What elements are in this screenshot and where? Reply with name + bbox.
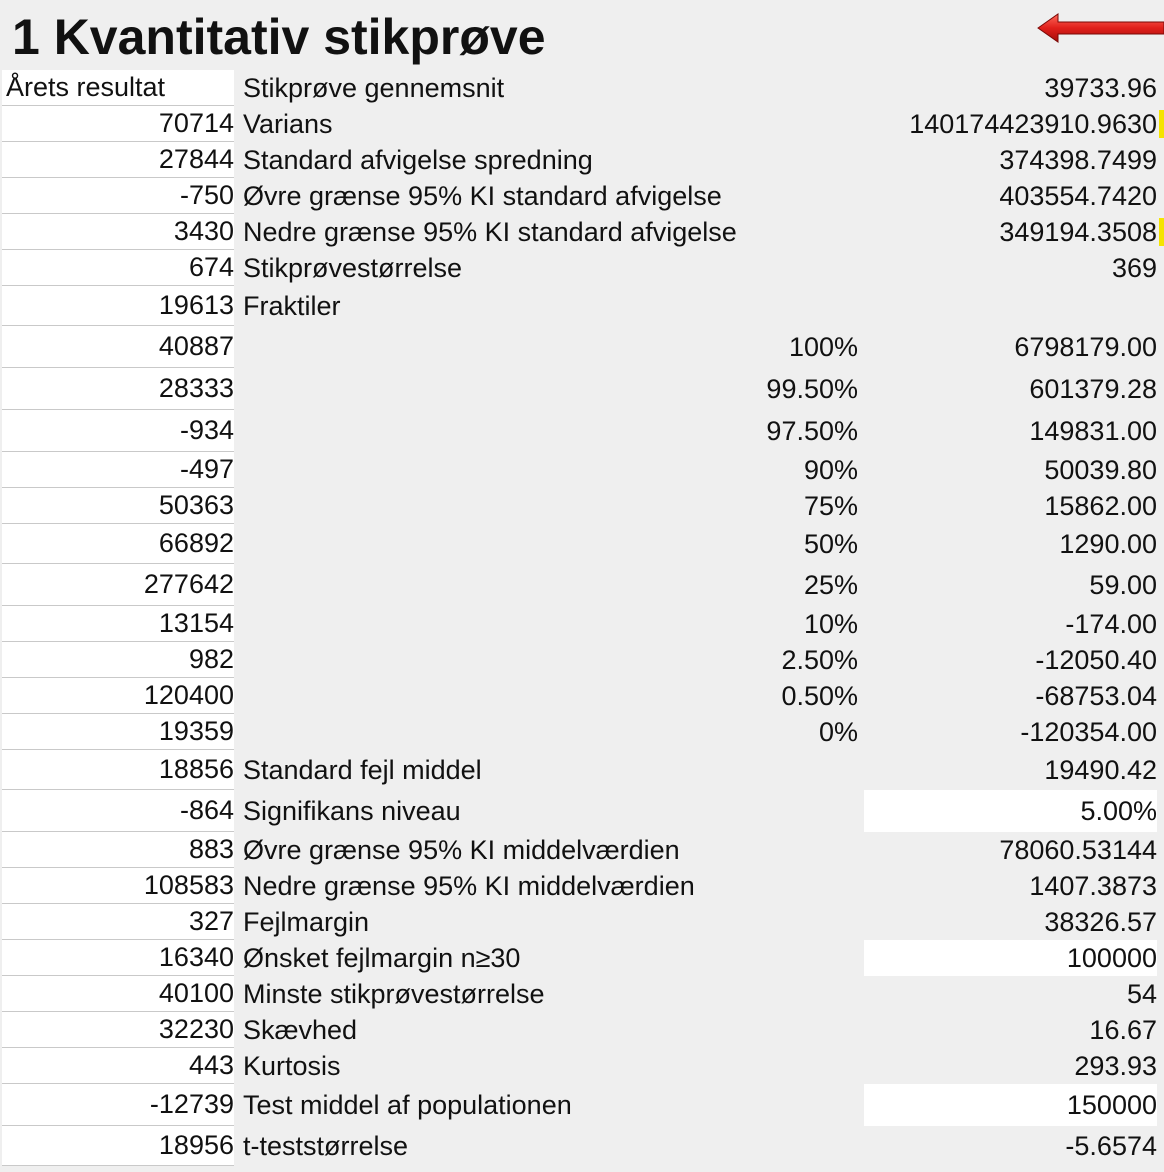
result-cell: 50039.80	[1044, 454, 1157, 485]
result-cell: 78060.53144	[999, 834, 1157, 865]
input-cell[interactable]: 5.00%	[864, 790, 1157, 832]
table-row	[0, 326, 1164, 368]
stat-label: Standard fejl middel	[243, 754, 482, 785]
result-cell: 39733.96	[1044, 72, 1157, 103]
value-cell[interactable]: 883	[2, 832, 234, 868]
table-row	[0, 790, 1164, 832]
sheet-title: 1 Kvantitativ stikprøve	[12, 9, 546, 65]
result-cell: 1290.00	[1059, 528, 1157, 559]
percentile-label: 0.50%	[781, 680, 858, 711]
table-row	[0, 286, 1164, 326]
table-row	[0, 410, 1164, 452]
result-cell: 293.93	[1074, 1050, 1157, 1081]
table-row	[0, 832, 1164, 868]
result-cell: -174.00	[1065, 608, 1157, 639]
table-row	[0, 564, 1164, 606]
table-row	[0, 178, 1164, 214]
value-cell[interactable]: 327	[2, 904, 234, 940]
result-cell: 601379.28	[1029, 373, 1157, 404]
table-row	[0, 606, 1164, 642]
table-row	[0, 1048, 1164, 1084]
stat-label: Signifikans niveau	[243, 795, 461, 826]
value-cell[interactable]: -934	[2, 410, 234, 452]
stat-label: Stikprøve gennemsnit	[243, 72, 505, 103]
table-row	[0, 1012, 1164, 1048]
percentile-label: 2.50%	[781, 644, 858, 675]
stat-label: Øvre grænse 95% KI standard afvigelse	[243, 180, 722, 211]
table-row	[0, 524, 1164, 564]
highlight-marker	[1159, 218, 1164, 246]
table-row	[0, 106, 1164, 142]
percentile-label: 0%	[818, 716, 858, 747]
table-row	[0, 1084, 1164, 1126]
result-cell: 369	[1111, 252, 1157, 283]
table-row	[0, 368, 1164, 410]
table-row	[0, 868, 1164, 904]
result-cell: 38326.57	[1044, 906, 1157, 937]
result-cell: -120354.00	[1020, 716, 1157, 747]
percentile-label: 75%	[803, 490, 858, 521]
value-cell[interactable]: 66892	[2, 524, 234, 564]
percentile-label: 90%	[803, 454, 858, 485]
percentile-label: 10%	[803, 608, 858, 639]
value-cell[interactable]: 32230	[2, 1012, 234, 1048]
value-cell[interactable]: 50363	[2, 488, 234, 524]
value-cell[interactable]: 19359	[2, 714, 234, 750]
stat-label: Ønsket fejlmargin n≥30	[243, 942, 521, 973]
stat-label: Øvre grænse 95% KI middelværdien	[243, 834, 680, 865]
percentile-label: 100%	[788, 331, 858, 362]
value-cell[interactable]: 40887	[2, 326, 234, 368]
percentile-label: 97.50%	[766, 415, 858, 446]
value-cell[interactable]: 16340	[2, 940, 234, 976]
table-row	[0, 452, 1164, 488]
table-row	[0, 214, 1164, 250]
value-cell[interactable]: 18856	[2, 750, 234, 790]
value-cell[interactable]: -497	[2, 452, 234, 488]
table-row	[0, 1126, 1164, 1166]
value-cell[interactable]: 27844	[2, 142, 234, 178]
red-arrow-left-icon	[1036, 10, 1164, 46]
result-cell: -68753.04	[1035, 680, 1157, 711]
table-row	[0, 250, 1164, 286]
stat-label: Fraktiler	[243, 290, 341, 321]
stat-label: Minste stikprøvestørrelse	[243, 978, 545, 1009]
value-cell[interactable]: 19613	[2, 286, 234, 326]
value-cell[interactable]: 70714	[2, 106, 234, 142]
table-row	[0, 940, 1164, 976]
table-row	[0, 714, 1164, 750]
table-row	[0, 750, 1164, 790]
value-cell[interactable]: 13154	[2, 606, 234, 642]
stat-label: t-teststørrelse	[243, 1130, 409, 1161]
result-cell: 149831.00	[1029, 415, 1157, 446]
value-cell[interactable]: 674	[2, 250, 234, 286]
result-cell: 374398.7499	[999, 144, 1157, 175]
result-cell	[864, 286, 1157, 326]
result-cell: 6798179.00	[1014, 331, 1157, 362]
value-cell[interactable]: 108583	[2, 868, 234, 904]
value-cell[interactable]: 120400	[2, 678, 234, 714]
stat-label: Kurtosis	[243, 1050, 341, 1081]
stat-label: Nedre grænse 95% KI standard afvigelse	[243, 216, 737, 247]
stat-label: Stikprøvestørrelse	[243, 252, 463, 283]
result-cell: 16.67	[1089, 1014, 1157, 1045]
result-cell: 403554.7420	[999, 180, 1157, 211]
percentile-label: 50%	[803, 528, 858, 559]
input-cell[interactable]: 150000	[864, 1084, 1157, 1126]
stat-label: Test middel af populationen	[243, 1089, 572, 1120]
column-header-cell[interactable]: Årets resultat	[2, 70, 234, 106]
result-cell: 59.00	[1089, 569, 1157, 600]
value-cell[interactable]: 40100	[2, 976, 234, 1012]
table-row	[0, 488, 1164, 524]
table-row	[0, 976, 1164, 1012]
percentile-label: 99.50%	[766, 373, 858, 404]
result-cell: 1407.3873	[1029, 870, 1157, 901]
stat-label: Skævhed	[243, 1014, 358, 1045]
table-row	[0, 642, 1164, 678]
result-cell: 140174423910.9630	[909, 108, 1157, 139]
input-cell[interactable]: 100000	[864, 940, 1157, 976]
table-row	[0, 142, 1164, 178]
percentile-label: 25%	[803, 569, 858, 600]
table-row	[0, 678, 1164, 714]
table-row	[0, 904, 1164, 940]
value-cell[interactable]: 443	[2, 1048, 234, 1084]
result-cell: -12050.40	[1035, 644, 1157, 675]
result-cell: 349194.3508	[999, 216, 1157, 247]
stat-label: Nedre grænse 95% KI middelværdien	[243, 870, 695, 901]
stat-label: Varians	[243, 108, 333, 139]
highlight-marker	[1159, 110, 1164, 138]
value-cell[interactable]: -12739	[2, 1084, 234, 1126]
result-cell: 54	[1126, 978, 1157, 1009]
value-cell[interactable]: 28333	[2, 368, 234, 410]
value-cell[interactable]: 277642	[2, 564, 234, 606]
value-cell[interactable]: 3430	[2, 214, 234, 250]
result-cell: -5.6574	[1065, 1130, 1157, 1161]
value-cell[interactable]: -864	[2, 790, 234, 832]
value-cell[interactable]: -750	[2, 178, 234, 214]
result-cell: 19490.42	[1044, 754, 1157, 785]
value-cell[interactable]: 982	[2, 642, 234, 678]
stat-label: Fejlmargin	[243, 906, 370, 937]
result-cell: 15862.00	[1044, 490, 1157, 521]
table-row	[0, 70, 1164, 106]
spreadsheet-grid	[0, 70, 1164, 1166]
stat-label: Standard afvigelse spredning	[243, 144, 593, 175]
value-cell[interactable]: 18956	[2, 1126, 234, 1166]
